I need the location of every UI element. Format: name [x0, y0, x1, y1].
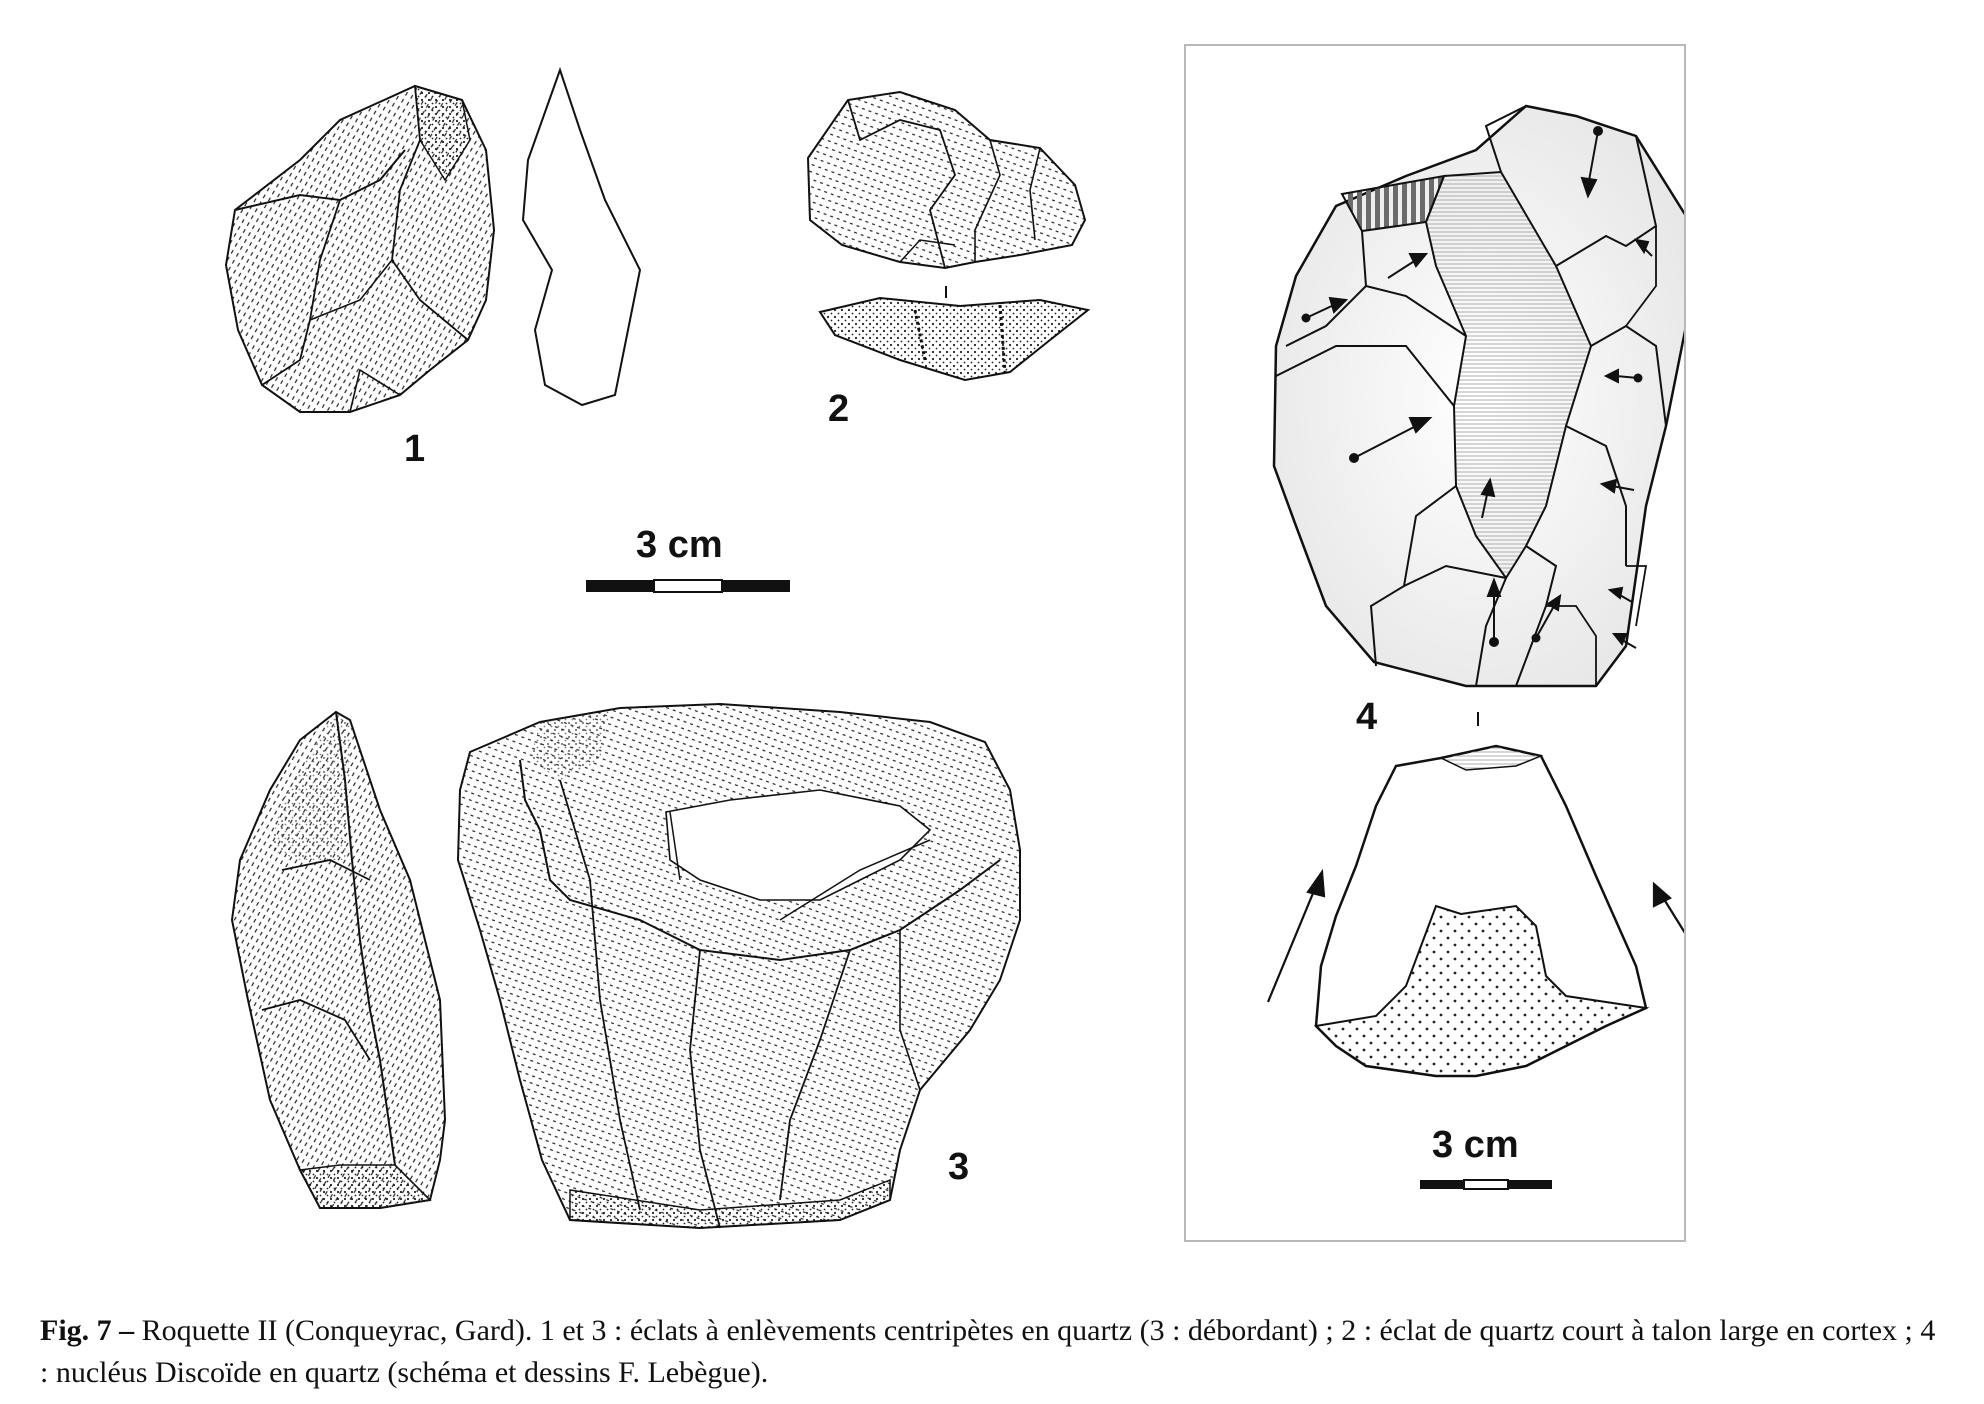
figure-number-3: 3: [948, 1146, 970, 1188]
artifact-3-profile: [232, 712, 445, 1208]
artifact-2-profile: [820, 298, 1088, 380]
artifact-3-face: [458, 704, 1020, 1228]
artifact-2-face: [808, 92, 1085, 268]
caption-text: Roquette II (Conqueyrac, Gard). 1 et 3 : éclats à enlèvements centripètes en quartz (3 : débordant) ; 2 : éclat de quartz court à talon large en cortex ; 4 : nucléus Discoïde en quartz (schéma et dessins F. Lebègue).: [40, 1314, 1936, 1389]
figure-number-1: 1: [404, 428, 426, 470]
scale-bar-right: [1420, 1180, 1552, 1189]
artifact-4-core-face: [1274, 106, 1684, 686]
figure-number-4: 4: [1356, 696, 1378, 738]
figure-number-2: 2: [828, 388, 850, 430]
artifact-1-profile: [523, 70, 640, 405]
artifact-4-drawings: [1186, 46, 1684, 1240]
artifact-4-profile: [1268, 746, 1684, 1076]
scale-label-left: 3 cm: [636, 524, 723, 566]
artifact-4-panel: [1184, 44, 1686, 1242]
figure-caption: [40, 1310, 1950, 1394]
scale-bar-left: [586, 580, 790, 592]
caption-label: Fig. 7 –: [40, 1314, 135, 1347]
scale-label-right: 3 cm: [1432, 1124, 1519, 1166]
artifact-1-face: [226, 86, 494, 412]
